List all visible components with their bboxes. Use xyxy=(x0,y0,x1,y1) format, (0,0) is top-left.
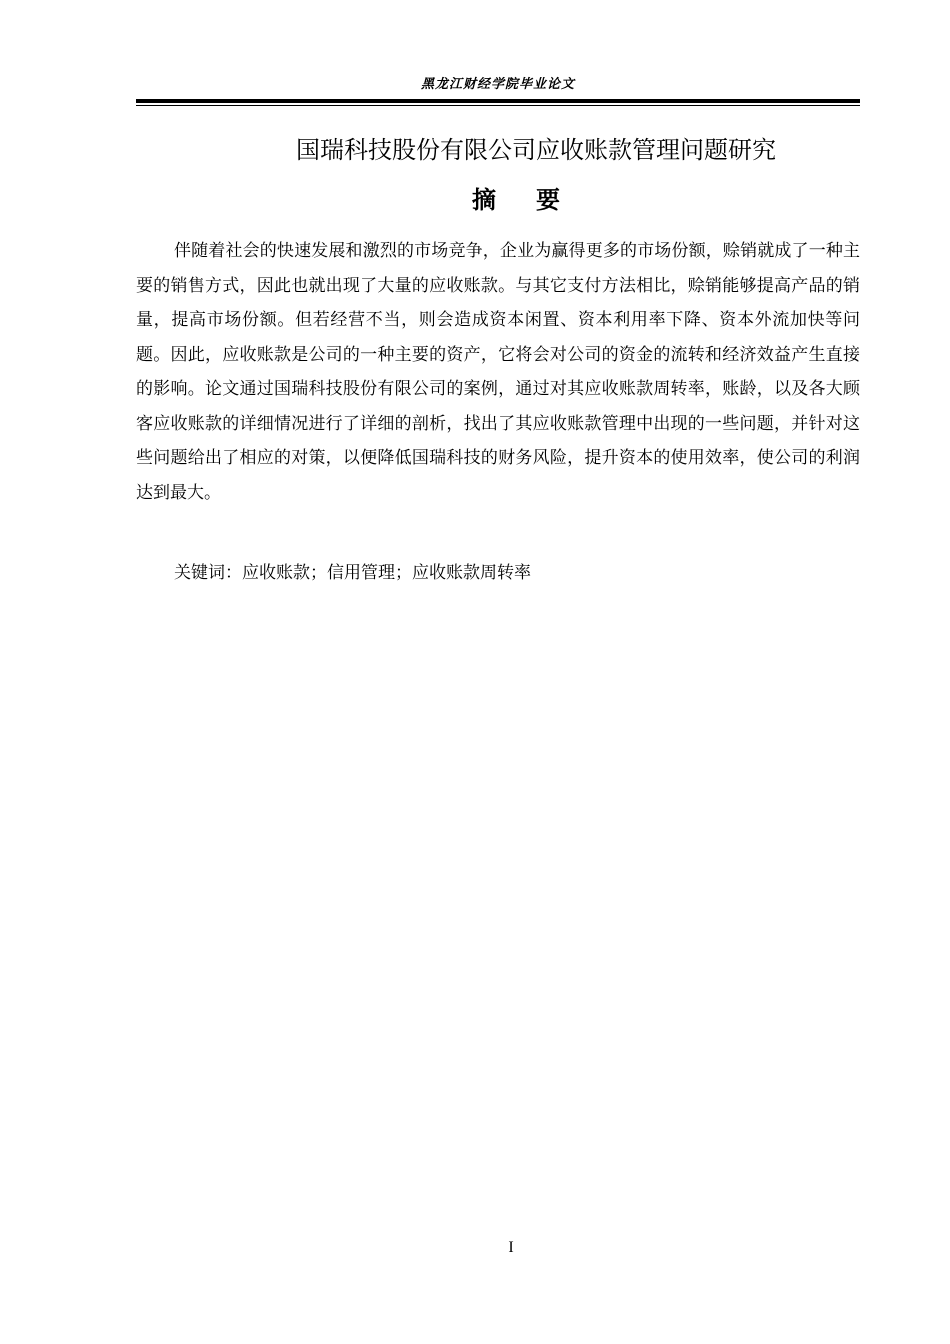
abstract-heading: 摘要 xyxy=(472,186,600,214)
thesis-title: 国瑞科技股份有限公司应收账款管理问题研究 xyxy=(296,136,776,164)
abstract-body: 伴随着社会的快速发展和激烈的市场竞争，企业为赢得更多的市场份额，赊销就成了一种主要的销售方式，因此也就出现了大量的应收账款。与其它支付方法相比，赊销能够提高产品的销量，提高市场份额。但若经营不当，则会造成资本闲置、资本利用率下降、资本外流加快等问题。因此，应收账款是公司的一种主要的资产，它将会对公司的资金的流转和经济效益产生直接的影响。论文通过国瑞科技股份有限公司的案例，通过对其应收账款周转率，账龄，以及各大顾客应收账款的详细情况进行了详细的剖析，找出了其应收账款管理中出现的一些问题，并针对这些问题给出了相应的对策，以便降低国瑞科技的财务风险，提升资本的使用效率，使公司的利润达到最大。 xyxy=(136,241,860,503)
running-header: 黑龙江财经学院毕业论文 xyxy=(420,77,575,92)
page-number: I xyxy=(508,1239,514,1256)
header-rule-thick xyxy=(136,99,860,103)
keywords-value: 应收账款；信用管理；应收账款周转率 xyxy=(242,563,531,583)
keywords-label: 关键词： xyxy=(174,563,242,583)
header-rule-thin xyxy=(136,105,860,106)
keywords-line xyxy=(174,558,860,588)
